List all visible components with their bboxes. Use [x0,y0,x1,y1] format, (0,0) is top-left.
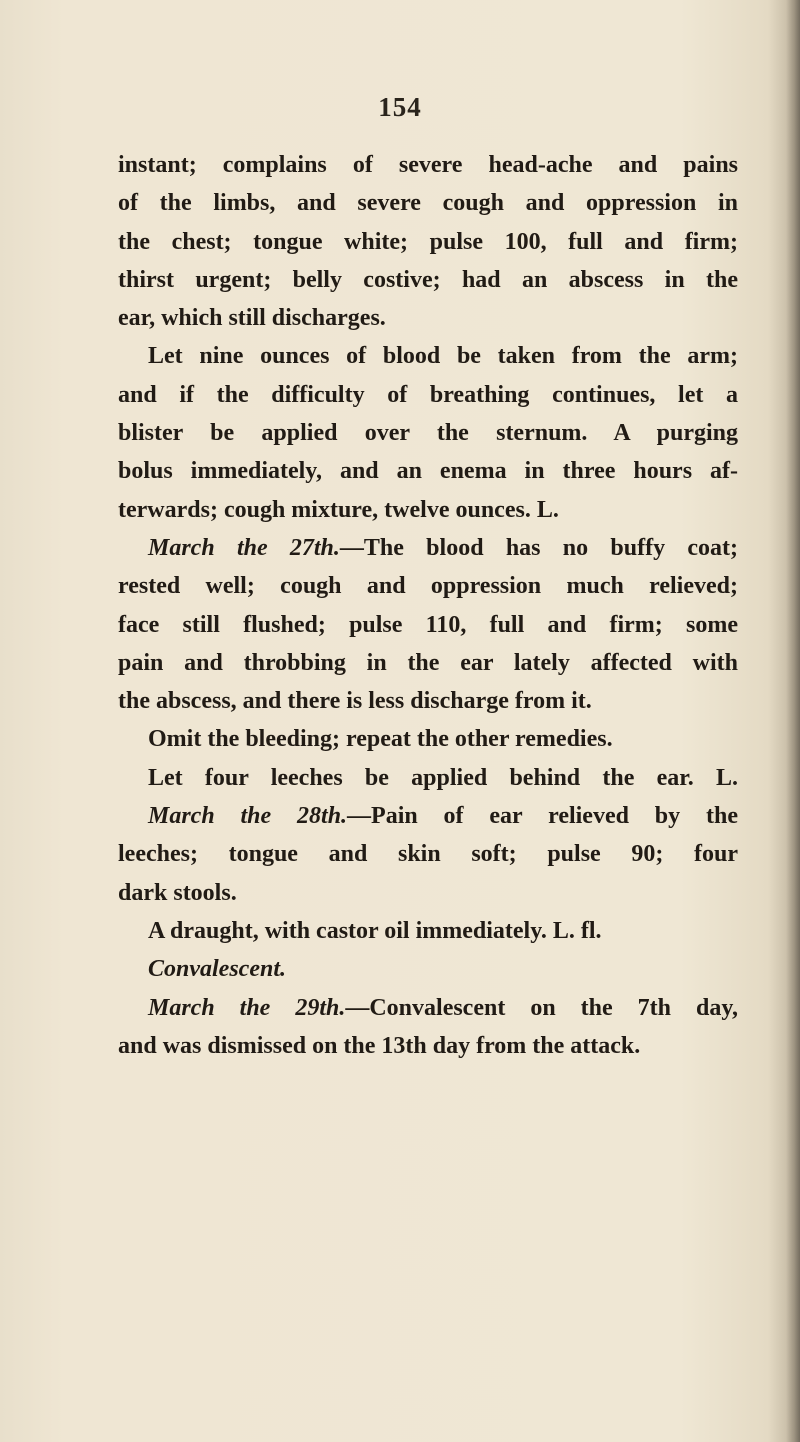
line-text: Omit the bleeding; repeat the other remedies. [148,726,613,753]
text-line [118,644,738,682]
text-line [118,146,738,184]
line-text: rested well; cough and oppression much relieved; [118,573,738,600]
line-text: thirst urgent; belly costive; had an abscess in the [118,266,738,293]
line-text: terwards; cough mixture, twelve ounces. L. [118,496,559,523]
line-text: —Pain of ear relieved by the [347,803,738,830]
entry-date: March the 28th. [148,803,348,830]
line-text: blister be applied over the sternum. A purging [118,420,738,447]
line-text: face still flushed; pulse 110, full and firm; some [118,611,738,638]
text-line [118,491,738,529]
text-line [118,261,738,299]
line-text: Let nine ounces of blood be taken from the arm; [148,343,738,370]
text-line [118,720,738,758]
line-text: and if the difficulty of breathing continues, let a [118,381,738,408]
page-number: 154 [378,92,422,122]
line-text: the chest; tongue white; pulse 100, full and firm; [118,228,738,255]
line-text: leeches; tongue and skin soft; pulse 90; four [118,841,738,868]
text-line [118,529,738,567]
line-text: A draught, with castor oil immediately. L. fl. [148,917,602,944]
line-text: —Convalescent on the 7th day, [345,994,738,1021]
text-line [118,337,738,375]
line-text: the abscess, and there is less discharge from it. [118,688,592,715]
text-line [118,299,738,337]
body-text [118,146,738,1065]
entry-date: Convalescent. [148,956,286,983]
text-line [118,452,738,490]
line-text: Let four leeches be applied behind the ear. L. [148,764,738,791]
text-line [118,912,738,950]
entry-date: March the 29th. [148,994,346,1021]
text-line [118,567,738,605]
text-line [118,606,738,644]
text-line [118,797,738,835]
text-line [118,950,738,988]
line-text: of the limbs, and severe cough and oppression in [118,190,738,217]
text-line [118,414,738,452]
line-text: and was dismissed on the 13th day from the attack. [118,1032,641,1059]
text-line [118,759,738,797]
text-line [118,223,738,261]
text-line [118,835,738,873]
entry-date: March the 27th. [148,534,340,561]
line-text: dark stools. [118,879,237,906]
text-line [118,1027,738,1065]
line-text: pain and throbbing in the ear lately affected with [118,649,738,676]
line-text: ear, which still discharges. [118,305,386,332]
text-line [118,184,738,222]
text-line [118,376,738,414]
text-line [118,989,738,1027]
page-edge-shadow [786,0,800,1442]
line-text: —The blood has no buffy coat; [339,534,738,561]
line-text: instant; complains of severe head-ache and pains [118,152,738,178]
line-text: bolus immediately, and an enema in three hours af- [118,458,738,485]
text-line [118,682,738,720]
text-line [118,874,738,912]
